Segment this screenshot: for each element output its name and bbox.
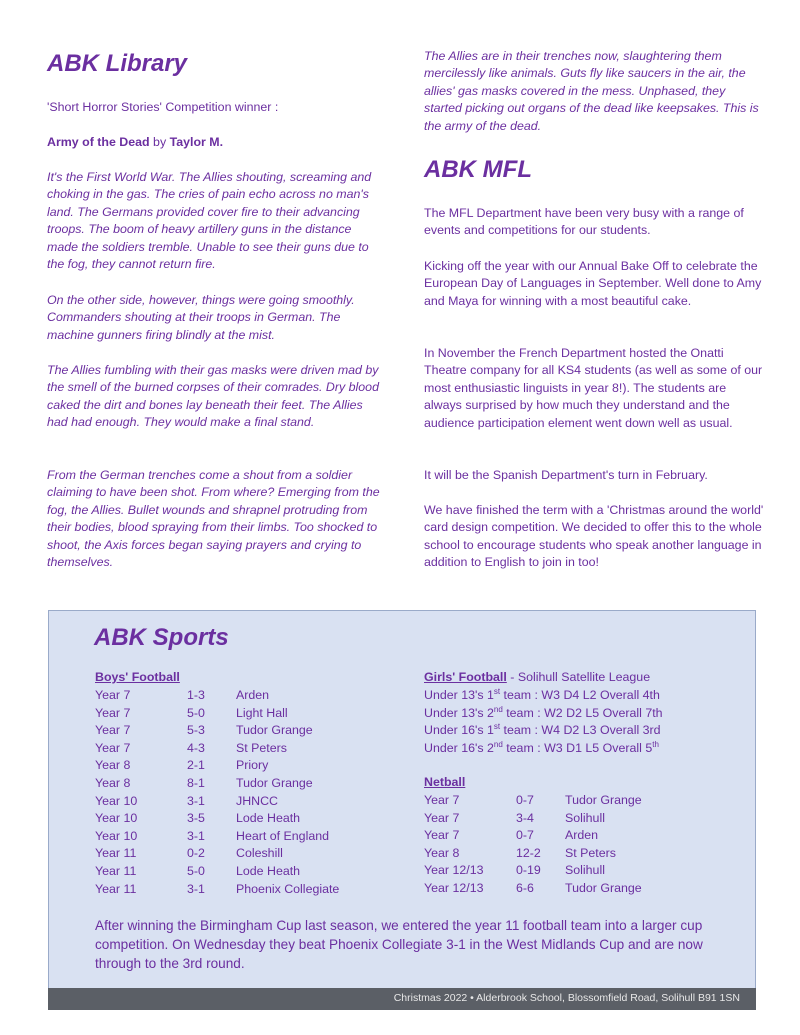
year-cell: Year 11: [95, 881, 137, 896]
story-title: Army of the Dead: [47, 135, 150, 149]
score-cell: 12-2: [516, 845, 541, 860]
opponent-cell: Tudor Grange: [236, 776, 313, 790]
opponent-cell: Priory: [236, 758, 269, 773]
footer-text: Christmas 2022 • Alderbrook School, Blossomfield Road, Solihull B91 1SN: [393, 992, 740, 1004]
mfl-title: ABK MFL: [424, 156, 532, 183]
year-cell: Year 10: [95, 793, 138, 808]
opponent-cell: Lode Heath: [236, 811, 301, 826]
ordinal-suffix: th: [652, 739, 659, 749]
year-cell: Year 7: [95, 705, 131, 720]
score-cell: 0-2: [187, 846, 205, 861]
story-paragraph-4: From the German trenches come a shout from a soldier claiming to have been shot. From where? Emerging from the fog, the Allies. Bullet wounds and shrapnel protruding from their bodies, blood spraying from their limbs. Too shocked to shoot, the Axis forces began saying prayers and crying to themselves.: [47, 468, 380, 570]
team-label: Under 13's 2: [424, 705, 494, 720]
score-cell: 3-1: [187, 881, 205, 896]
year-cell: Year 12/13: [424, 863, 484, 878]
year-cell: Year 12/13: [424, 881, 484, 895]
list-item: [424, 740, 659, 758]
sports-summary: After winning the Birmingham Cup last season, we entered the year 11 football team into a larger cup competition. On Wednesday they beat Phoenix Collegiate 3-1 in the West Midlands Cup and are now through to the 3rd round.: [95, 918, 703, 971]
year-cell: Year 7: [95, 740, 131, 755]
opponent-cell: Light Hall: [236, 705, 288, 720]
team-label: Under 16's 1: [424, 723, 494, 738]
opponent-cell: Solihull: [565, 810, 605, 825]
team-label: Under 16's 2: [424, 740, 494, 755]
team-record: team : W3 D1 L5 Overall 5: [502, 740, 653, 755]
story-paragraph-2: On the other side, however, things were going smoothly. Commanders shouting at their troops in German. The machine gunners firing blindly at the mist.: [47, 293, 355, 342]
opponent-cell: Tudor Grange: [565, 881, 642, 895]
year-cell: Year 8: [95, 758, 131, 773]
story-byline: [47, 134, 387, 151]
opponent-cell: Coleshill: [236, 846, 283, 861]
opponent-cell: Arden: [565, 828, 599, 843]
netball-heading: [424, 774, 465, 792]
year-cell: Year 10: [95, 828, 138, 843]
mfl-paragraph-3: In November the French Department hosted the Onatti Theatre company for all KS4 students (as well as some of our most enthusiastic linguists in year 8!). The students are always surprised by how much they understand and the audience participation element went down well as usual.: [424, 346, 763, 430]
score-cell: 3-5: [187, 811, 205, 826]
year-cell: Year 7: [424, 810, 460, 825]
ordinal-suffix: nd: [493, 704, 503, 714]
year-cell: Year 7: [95, 723, 131, 738]
ordinal-suffix: nd: [493, 739, 503, 749]
list-item: [424, 687, 660, 705]
team-record: team : W4 D2 L3 Overall 3rd: [500, 723, 661, 738]
boys-football-heading-text: Boys' Football: [95, 670, 180, 684]
ordinal-suffix: st: [493, 686, 501, 696]
opponent-cell: St Peters: [565, 845, 616, 860]
year-cell: Year 7: [95, 688, 131, 702]
girls-football-heading-text: Girls' Football: [424, 670, 507, 684]
opponent-cell: Tudor Grange: [565, 793, 642, 807]
story-paragraph-3: The Allies fumbling with their gas masks were driven mad by the smell of the burned corpses of their comrades. Dry blood caked the dirt and bones lay beneath their feet. The Allies had had enough. They would make a final stand.: [47, 363, 379, 430]
score-cell: 6-6: [516, 881, 534, 895]
score-cell: 5-3: [187, 723, 205, 738]
opponent-cell: Lode Heath: [236, 864, 301, 878]
year-cell: Year 11: [95, 864, 137, 878]
footer-bar: [48, 988, 756, 1010]
score-cell: 4-3: [187, 740, 205, 755]
team-label: Under 13's 1: [424, 688, 494, 702]
team-record: team : W3 D4 L2 Overall 4th: [500, 688, 660, 702]
score-cell: 3-1: [187, 828, 205, 843]
year-cell: Year 8: [424, 845, 460, 860]
opponent-cell: St Peters: [236, 740, 287, 755]
score-cell: 5-0: [187, 705, 205, 720]
story-paragraph-5: The Allies are in their trenches now, slaughtering them mercilessly like animals. Guts fly like saucers in the air, the allies' gas masks covered in the mess. Unphased, they started picking out organs of the dead like keepsakes. This is the army of the dead.: [424, 49, 759, 133]
mfl-paragraph-5: We have finished the term with a 'Christmas around the world' card design competition. We decided to offer this to the whole school to encourage students who speak another language in addition to English to join in too!: [424, 503, 764, 570]
year-cell: Year 11: [95, 846, 137, 861]
score-cell: 0-19: [516, 863, 541, 878]
score-cell: 2-1: [187, 758, 205, 773]
year-cell: Year 7: [424, 793, 460, 807]
opponent-cell: Phoenix Collegiate: [236, 881, 340, 896]
score-cell: 8-1: [187, 776, 205, 790]
ordinal-suffix: st: [493, 722, 501, 732]
team-record: team : W2 D2 L5 Overall 7th: [502, 705, 663, 720]
list-item: [424, 705, 663, 723]
score-cell: 3-1: [187, 793, 205, 808]
score-cell: 5-0: [187, 864, 205, 878]
opponent-cell: Tudor Grange: [236, 723, 313, 738]
girls-league-name: - Solihull Satellite League: [506, 670, 651, 684]
year-cell: Year 8: [95, 776, 131, 790]
year-cell: Year 10: [95, 811, 138, 826]
score-cell: 0-7: [516, 828, 534, 843]
opponent-cell: Solihull: [565, 863, 605, 878]
boys-football-heading: [95, 669, 180, 687]
score-cell: 0-7: [516, 793, 534, 807]
story-paragraph-1: It's the First World War. The Allies shouting, screaming and choking in the gas. The cries of pain echo across no man's land. The Germans provided cover fire to their advancing troops. The boom of heavy artillery guns in the distance made the soldiers tremble. Unable to see their guns due to the fog, they cannot return fire.: [47, 170, 372, 272]
story-author: Taylor M.: [169, 135, 224, 149]
year-cell: Year 7: [424, 828, 460, 843]
mfl-paragraph-2: Kicking off the year with our Annual Bake Off to celebrate the European Day of Languages in September. Well done to Amy and Maya for winning with a most beautiful cake.: [424, 259, 762, 308]
score-cell: 3-4: [516, 810, 534, 825]
netball-heading-text: Netball: [424, 775, 466, 789]
girls-football-heading: [424, 669, 650, 687]
library-intro: 'Short Horror Stories' Competition winner :: [47, 100, 279, 114]
sports-title: ABK Sports: [94, 624, 229, 651]
sports-panel: [48, 610, 756, 1010]
mfl-paragraph-4: It will be the Spanish Department's turn in February.: [424, 468, 708, 482]
opponent-cell: Heart of England: [236, 828, 329, 843]
library-title: ABK Library: [47, 50, 188, 77]
opponent-cell: JHNCC: [236, 793, 278, 808]
story-by: by: [153, 135, 167, 149]
mfl-paragraph-1: The MFL Department have been very busy with a range of events and competitions for our students.: [424, 206, 744, 238]
opponent-cell: Arden: [236, 688, 270, 702]
score-cell: 1-3: [187, 688, 205, 702]
list-item: [424, 722, 661, 740]
